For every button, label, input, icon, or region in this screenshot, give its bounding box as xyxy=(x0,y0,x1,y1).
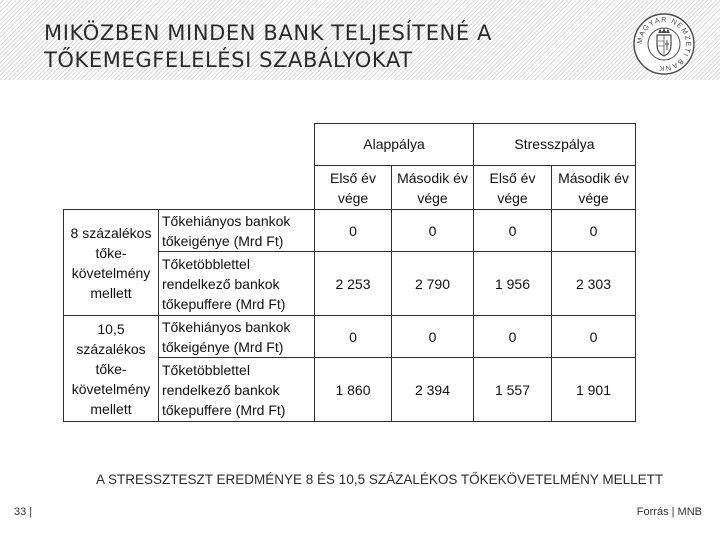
slide-title-line-1: MIKÖZBEN MINDEN BANK TELJESÍTENÉ A xyxy=(44,21,492,45)
table-corner-blank xyxy=(64,166,159,210)
mnb-seal-logo xyxy=(633,13,695,75)
table-cell: 0 xyxy=(474,316,552,358)
table-cell: 2 394 xyxy=(392,358,474,422)
period-header: Második év vége xyxy=(392,166,474,210)
slide-title xyxy=(44,20,584,74)
table-cell: 0 xyxy=(392,316,474,358)
table-cell: 1 860 xyxy=(315,358,392,422)
table-cell: 1 956 xyxy=(474,252,552,316)
table-corner-blank xyxy=(159,166,315,210)
row-label: Tőkehiányos bankok tőkeigénye (Mrd Ft) xyxy=(159,316,315,358)
table-cell: 0 xyxy=(552,210,636,252)
table-caption: A STRESSZTESZT EREDMÉNYE 8 ÉS 10,5 SZÁZALÉKOS TŐKEKÖVETELMÉNY MELLETT xyxy=(96,472,664,487)
source-note: Forrás | MNB xyxy=(636,506,702,518)
period-header: Első év vége xyxy=(315,166,392,210)
table-corner-blank xyxy=(159,124,315,166)
table-corner-blank xyxy=(64,124,159,166)
row-label: Tőkehiányos bankok tőkeigénye (Mrd Ft) xyxy=(159,210,315,252)
table-cell: 1 901 xyxy=(552,358,636,422)
svg-text:MAGYAR NEMZETI BANK: MAGYAR NEMZETI BANK xyxy=(634,14,694,74)
capital-requirements-table xyxy=(63,123,636,422)
table-cell: 2 253 xyxy=(315,252,392,316)
period-header: Második év vége xyxy=(552,166,636,210)
period-header: Első év vége xyxy=(474,166,552,210)
group-label-10-5-percent: 10,5 százalékos tőke-követelmény mellett xyxy=(64,316,159,422)
table-cell: 2 303 xyxy=(552,252,636,316)
table-cell: 0 xyxy=(315,316,392,358)
row-label: Tőketöbblettel rendelkező bankok tőkepuffere (Mrd Ft) xyxy=(159,358,315,422)
page-number: 33 | xyxy=(14,506,33,518)
table-cell: 2 790 xyxy=(392,252,474,316)
group-label-8-percent: 8 százalékos tőke-követelmény mellett xyxy=(64,210,159,316)
table-cell: 0 xyxy=(552,316,636,358)
table-cell: 1 557 xyxy=(474,358,552,422)
slide-title-line-2: TŐKEMEGFELELÉSI SZABÁLYOKAT xyxy=(44,48,413,72)
scenario-header-baseline: Alappálya xyxy=(315,124,474,166)
scenario-header-stress: Stresszpálya xyxy=(474,124,636,166)
table-cell: 0 xyxy=(392,210,474,252)
row-label: Tőketöbblettel rendelkező bankok tőkepuffere (Mrd Ft) xyxy=(159,252,315,316)
table-cell: 0 xyxy=(315,210,392,252)
table-cell: 0 xyxy=(474,210,552,252)
